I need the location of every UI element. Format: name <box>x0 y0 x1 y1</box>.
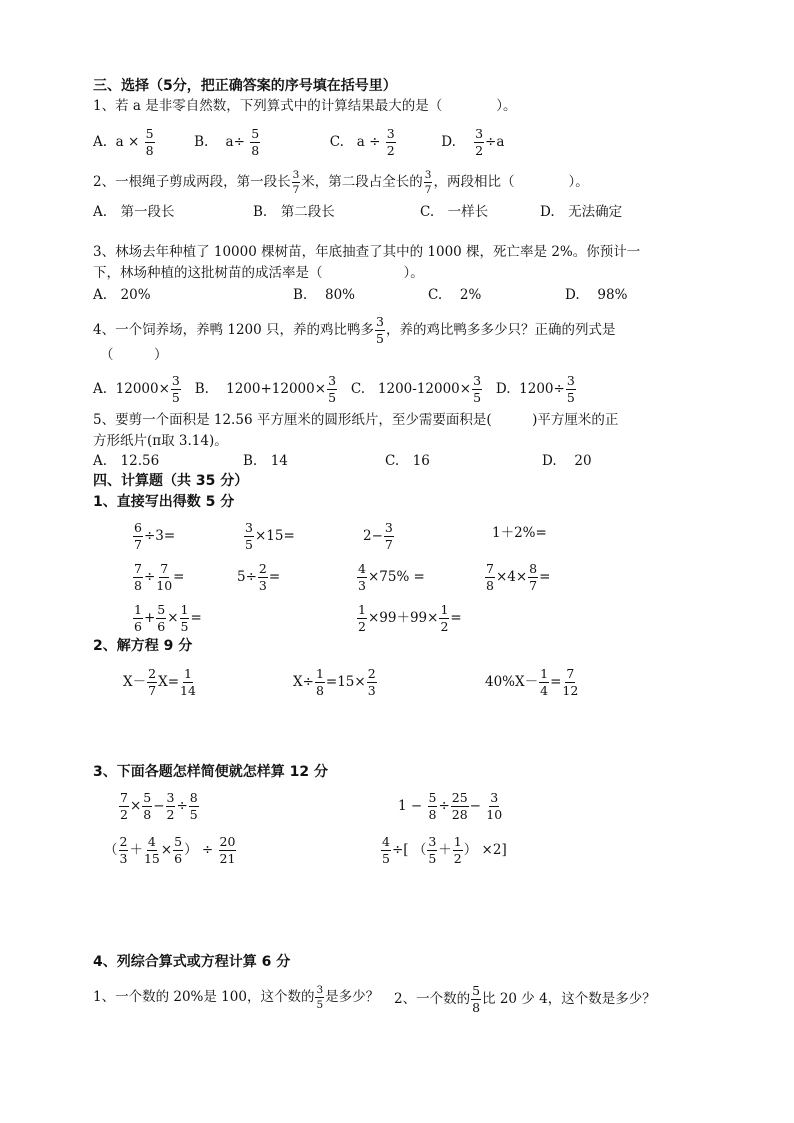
simplify-2[interactable]: 1 − $\frac{5}{8}$ ÷ $\frac{25}{28}$ − $\frac{3}{10}$ <box>398 790 503 822</box>
q1-stem: 1、若 a 是非零自然数，下列算式中的计算结果最大的是（ ）。 <box>93 98 517 114</box>
q4-option-c[interactable]: C. 1200-12000× $\frac{3}{5}$ <box>350 373 482 405</box>
q4-options <box>93 375 577 404</box>
calc1-item-8[interactable]: $\frac{7}{8}$ ×4× $\frac{8}{7}$ = <box>486 561 551 593</box>
q2-option-c[interactable]: C. 一样长 <box>420 204 489 220</box>
q2-option-b[interactable]: B. 第二段长 <box>253 204 335 220</box>
simplify-3[interactable]: （ $\frac{2}{3}$ ＋ $\frac{4}{15}$ × $\frac{5}{6}$ ） ÷ $\frac{20}{21}$ <box>104 834 236 866</box>
calc2-title: 2、解方程 9 分 <box>93 638 193 654</box>
q3-option-b[interactable]: B. 80% <box>293 287 356 303</box>
q3-option-c[interactable]: C. 2% <box>428 287 482 303</box>
q4-stem: 4、一个饲养场，养鸭 1200 只，养的鸡比鸭多 $\frac{3}{5}$ ，养的鸡比鸭多多少只？正确的列式是 <box>93 314 616 346</box>
calc1-item-7[interactable]: $\frac{4}{3}$ ×75% = <box>358 561 425 593</box>
q5-option-b[interactable]: B. 14 <box>243 453 288 469</box>
q3-line-1: 3、林场去年种植了 10000 棵树苗，年底抽查了其中的 1000 棵，死亡率是 2%。你预计一 <box>93 244 641 260</box>
simplify-4[interactable]: $\frac{4}{5}$ ÷[ （ $\frac{3}{5}$ ＋ $\frac{1}{2}$ ） ×2] <box>382 834 507 866</box>
q4-option-a[interactable]: A. 12000× $\frac{3}{5}$ <box>93 373 180 405</box>
equation-1[interactable]: X－ $\frac{2}{7}$ X= $\frac{1}{14}$ <box>123 666 196 698</box>
q5-line-1: 5、要剪一个面积是 12.56 平方厘米的圆形纸片，至少需要面积是( )平方厘米的正 <box>93 412 619 428</box>
calc3-title: 3、下面各题怎样简便就怎样算 12 分 <box>93 764 328 780</box>
q5-option-c[interactable]: C. 16 <box>385 453 430 469</box>
q3-option-a[interactable]: A. 20% <box>93 287 151 303</box>
calc1-title: 1、直接写出得数 5 分 <box>93 494 235 510</box>
calc1-item-9[interactable]: $\frac{1}{6}$ + $\frac{5}{6}$ × $\frac{1}{5}$ = <box>134 602 202 634</box>
q2-option-d[interactable]: D. 无法确定 <box>540 204 623 220</box>
q5-option-d[interactable]: D. 20 <box>542 453 592 469</box>
calc1-item-2[interactable]: $\frac{3}{5}$ ×15= <box>245 520 295 552</box>
q1-option-d[interactable]: D. $\frac{3}{2}$ ÷a <box>441 126 505 158</box>
q1-option-c[interactable]: C. a ÷ $\frac{3}{2}$ <box>329 126 395 158</box>
equation-2[interactable]: X÷ $\frac{1}{8}$ =15× $\frac{2}{3}$ <box>293 666 376 698</box>
q5-option-a[interactable]: A. 12.56 <box>93 453 160 469</box>
q3-line-2: 下，林场种植的这批树苗的成活率是（ ）。 <box>93 265 424 281</box>
calc1-item-3[interactable]: 2− $\frac{3}{7}$ <box>363 520 393 552</box>
q1-option-b[interactable]: B. a÷ $\frac{5}{8}$ <box>194 126 260 158</box>
word-problem-1[interactable]: 1、一个数的 20%是 100，这个数的 $\frac{3}{5}$ 是多少？ <box>93 984 380 1011</box>
q3-option-d[interactable]: D. 98% <box>565 287 628 303</box>
q2-option-a[interactable]: A. 第一段长 <box>93 204 175 220</box>
simplify-1[interactable]: $\frac{7}{2}$ × $\frac{5}{8}$ − $\frac{3}{2}$ ÷ $\frac{8}{5}$ <box>120 790 198 822</box>
q4-answer-paren: （ ） <box>100 347 168 363</box>
equation-3[interactable]: 40%X－ $\frac{1}{4}$ = $\frac{7}{12}$ <box>485 666 579 698</box>
q5-line-2: 方形纸片(π取 3.14)。 <box>93 433 228 449</box>
q1-options <box>93 128 504 157</box>
calc1-item-5[interactable]: $\frac{7}{8}$ ÷ $\frac{7}{10}$ = <box>134 561 185 593</box>
q4-option-b[interactable]: B. 1200+12000× $\frac{3}{5}$ <box>194 373 337 405</box>
calc1-item-4[interactable]: 1＋2%= <box>492 525 547 541</box>
calc4-title: 4、列综合算式或方程计算 6 分 <box>93 954 291 970</box>
section-4-title: 四、计算题（共 35 分） <box>93 473 249 489</box>
q2-stem: 2、一根绳子剪成两段，第一段长 $\frac{3}{7}$ 米，第二段占全长的 $\frac{3}{7}$ ，两段相比（ ）。 <box>93 169 589 196</box>
calc1-item-1[interactable]: $\frac{6}{7}$ ÷3= <box>134 520 176 552</box>
section-3-title: 三、选择（5分，把正确答案的序号填在括号里） <box>93 78 397 94</box>
calc1-item-10[interactable]: $\frac{1}{2}$ ×99＋99× $\frac{1}{2}$ = <box>358 602 462 634</box>
q4-option-d[interactable]: D. 1200÷ $\frac{3}{5}$ <box>495 373 575 405</box>
word-problem-2[interactable]: 2、一个数的 $\frac{5}{8}$ 比 20 少 4，这个数是多少？ <box>394 983 656 1015</box>
calc1-item-6[interactable]: 5÷ $\frac{2}{3}$ = <box>237 561 281 593</box>
q1-option-a[interactable]: A. a × $\frac{5}{8}$ <box>93 126 154 158</box>
